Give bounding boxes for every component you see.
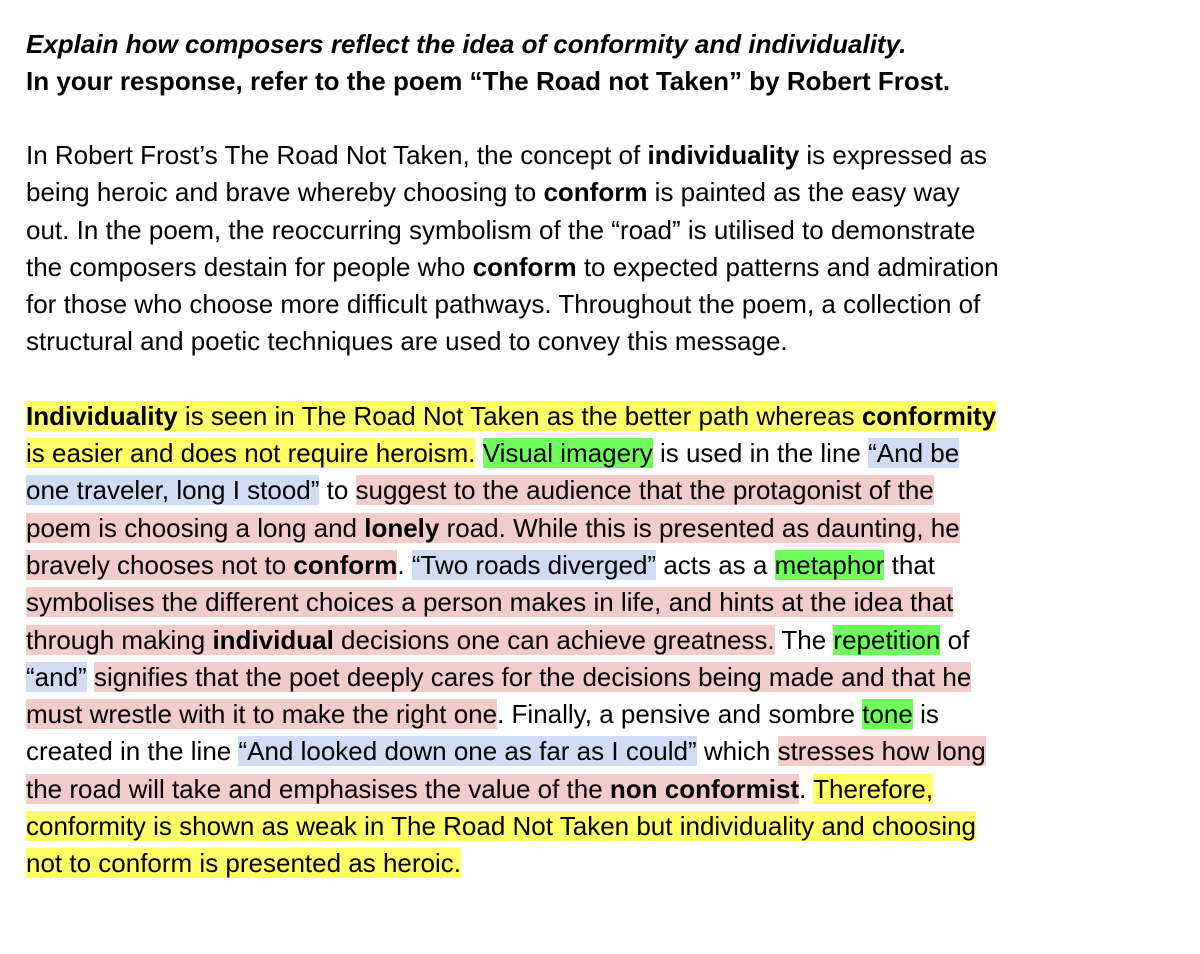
technique-highlight: repetition [833, 624, 941, 655]
thesis-highlight: conformity is shown as weak in The Road Not Taken but individuality and choosing [26, 811, 977, 842]
quote-highlight: “Two roads diverged” [411, 549, 657, 580]
intro-line: for those who choose more difficult pathways. Throughout the poem, a collection of [26, 289, 981, 320]
body-line: must wrestle with it to make the right one. Finally, a pensive and sombre tone is [26, 699, 939, 730]
intro-line: structural and poetic techniques are used to convey this message. [26, 326, 788, 357]
analysis-highlight: signifies that the poet deeply cares for the decisions being made and that he [93, 661, 972, 692]
body-line: is easier and does not require heroism. Visual imagery is used in the line “And be [26, 438, 960, 469]
body-line: through making individual decisions one can achieve greatness. The repetition of [26, 624, 970, 655]
question-line-1: Explain how composers reflect the idea of conformity and individuality. [26, 29, 907, 59]
thesis-highlight: Therefore, [813, 773, 934, 804]
body-line: the road will take and emphasises the value of the non conformist. Therefore, [26, 773, 934, 804]
intro-line: In Robert Frost’s The Road Not Taken, the concept of individuality is expressed as [26, 140, 988, 170]
analysis-highlight: must wrestle with it to make the right one [26, 699, 498, 730]
quote-highlight: one traveler, long I stood” [26, 475, 320, 506]
thesis-highlight: Individuality is seen in The Road Not Taken as the better path whereas conformity [26, 400, 997, 431]
keyword-conform: conform [472, 251, 577, 282]
analysis-highlight: stresses how long [777, 736, 986, 767]
thesis-highlight: is easier and does not require heroism. [26, 438, 476, 469]
keyword-conform: conform [543, 177, 648, 208]
body-line: bravely chooses not to conform. “Two roads diverged” acts as a metaphor that [26, 549, 936, 580]
body-line [26, 398, 1176, 435]
body-paragraph [26, 398, 1176, 883]
body-line [26, 584, 1176, 621]
analysis-highlight: symbolises the different choices a person makes in life, and hints at the idea that [26, 587, 954, 618]
technique-highlight: metaphor [774, 549, 885, 580]
document-page [26, 26, 1176, 883]
body-line: created in the line “And looked down one as far as I could” which stresses how long [26, 736, 986, 767]
quote-highlight: “And be [868, 438, 960, 469]
analysis-highlight: bravely chooses not to conform [26, 549, 398, 580]
question-line-2: In your response, refer to the poem “The Road not Taken” by Robert Frost. [26, 66, 951, 96]
analysis-highlight: through making individual decisions one can achieve greatness. [26, 624, 775, 655]
keyword-individuality: individuality [647, 140, 800, 170]
body-line [26, 510, 1176, 547]
intro-line: out. In the poem, the reoccurring symbolism of the “road” is utilised to demonstrate [26, 214, 976, 245]
body-line [26, 808, 1176, 845]
analysis-highlight: the road will take and emphasises the value of the non conformist [26, 773, 800, 804]
intro-paragraph [26, 137, 1176, 361]
analysis-highlight: suggest to the audience that the protagonist of the [355, 475, 934, 506]
body-line: one traveler, long I stood” to suggest to the audience that the protagonist of the [26, 475, 934, 506]
intro-line: the composers destain for people who conform to expected patterns and admiration [26, 251, 999, 282]
technique-highlight: tone [862, 699, 913, 730]
thesis-highlight: not to conform is presented as heroic. [26, 848, 462, 879]
quote-highlight: “and” [26, 661, 87, 692]
technique-highlight: Visual imagery [482, 438, 653, 469]
body-line [26, 659, 1176, 696]
intro-line: being heroic and brave whereby choosing to conform is painted as the easy way [26, 177, 960, 208]
body-line [26, 845, 1176, 882]
analysis-highlight: poem is choosing a long and lonely road. While this is presented as daunting, he [26, 512, 960, 543]
quote-highlight: “And looked down one as far as I could” [238, 736, 697, 767]
